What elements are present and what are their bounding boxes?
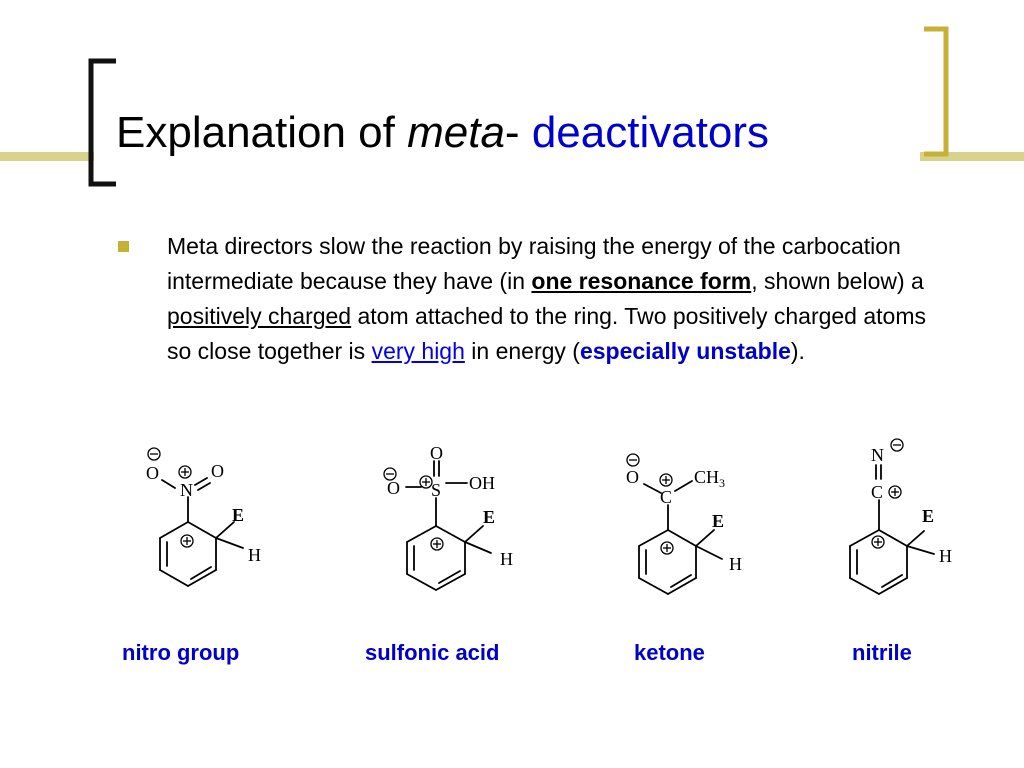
title-italic: meta bbox=[407, 108, 505, 157]
sulfonic-O-left-label: O bbox=[387, 478, 400, 498]
link-very-high[interactable]: very high bbox=[371, 338, 465, 364]
sulfonic-H-label: H bbox=[500, 549, 513, 569]
ketone-O-label: O bbox=[626, 467, 639, 487]
para-text-5: ). bbox=[790, 338, 805, 364]
nitro-O-right-label: O bbox=[211, 461, 224, 481]
bullet-paragraph bbox=[167, 229, 927, 369]
nitro-H-label: H bbox=[248, 545, 261, 565]
right-bracket bbox=[922, 26, 952, 158]
emphasis-one-resonance-form: one resonance form bbox=[531, 268, 752, 294]
para-text-3: atom attached to the ring. Two positively charged atoms so close together is bbox=[167, 303, 926, 364]
caption-sulfonic-acid: sulfonic acid bbox=[365, 640, 500, 665]
ketone-CH-text: CH bbox=[694, 467, 720, 487]
ketone-structure bbox=[616, 448, 766, 618]
bullet-square-icon bbox=[118, 241, 129, 252]
nitrile-structure bbox=[829, 434, 979, 606]
ketone-H-label: H bbox=[729, 554, 742, 574]
sulfonic-structure bbox=[381, 440, 531, 615]
nitrile-H-label: H bbox=[939, 546, 952, 566]
ketone-subscript-3: 3 bbox=[719, 476, 726, 490]
caption-nitro-group: nitro group bbox=[122, 640, 240, 665]
nitrile-C-label: C bbox=[871, 482, 884, 502]
nitro-E-label: E bbox=[232, 505, 245, 525]
nitrile-N-label: N bbox=[871, 445, 884, 465]
nitro-O-left-label: O bbox=[146, 463, 159, 483]
ketone-CH3-label bbox=[694, 467, 725, 490]
title-highlight: deactivators bbox=[531, 108, 770, 157]
title-text: Explanation of bbox=[116, 108, 408, 157]
emphasis-especially-unstable: especially unstable bbox=[579, 338, 791, 364]
caption-ketone: ketone bbox=[634, 640, 705, 665]
emphasis-positively-charged: positively charged bbox=[167, 303, 352, 329]
slide-title bbox=[116, 108, 769, 158]
para-text-2: , shown below) a bbox=[751, 268, 924, 294]
ketone-C-label: C bbox=[660, 487, 673, 507]
sulfonic-OH-label: OH bbox=[469, 473, 495, 493]
nitro-N-label: N bbox=[180, 480, 193, 500]
title-dash: - bbox=[504, 108, 532, 157]
para-text-4: in energy ( bbox=[464, 338, 580, 364]
sulfonic-O-top-label: O bbox=[430, 443, 443, 463]
nitro-structure bbox=[135, 440, 280, 610]
para-text-1: Meta directors slow the reaction by raising the energy of the carbocation intermediate because they have (in bbox=[167, 233, 901, 294]
sulfonic-S-label: S bbox=[431, 480, 442, 500]
nitrile-E-label: E bbox=[922, 506, 935, 526]
ketone-E-label: E bbox=[712, 511, 725, 531]
sulfonic-E-label: E bbox=[483, 507, 496, 527]
caption-nitrile: nitrile bbox=[852, 640, 912, 665]
